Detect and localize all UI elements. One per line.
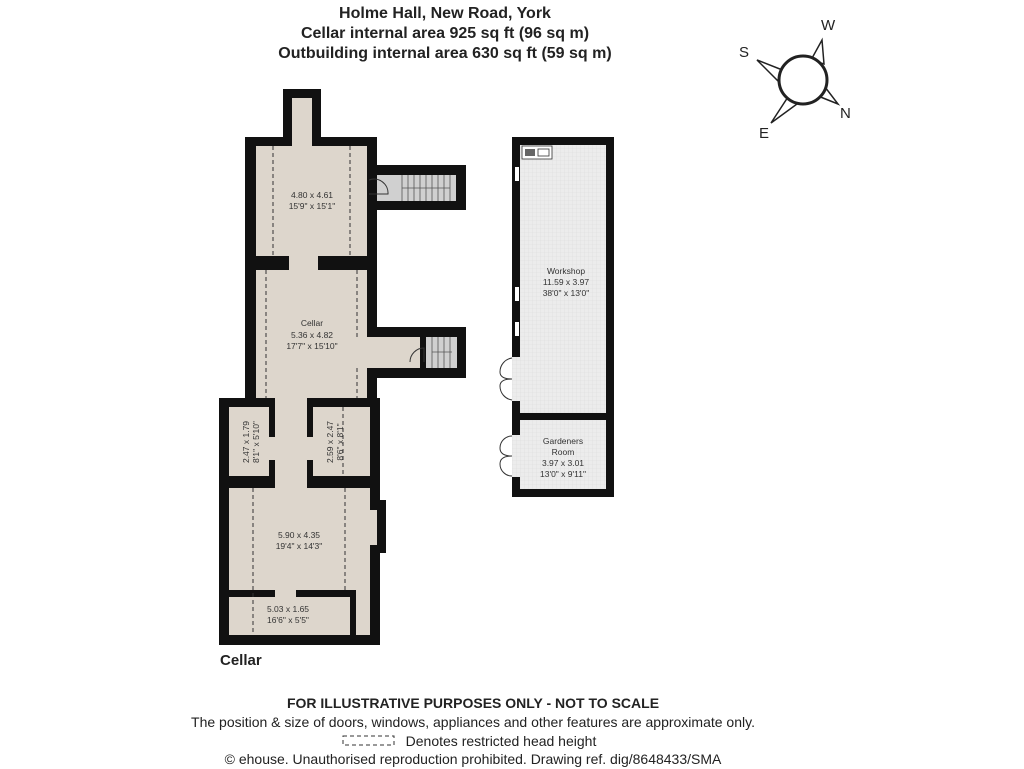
compass-icon (739, 17, 851, 142)
room-small-left-metric: 2.47 x 1.79 (241, 420, 251, 464)
compass-s: S (739, 44, 750, 61)
cellar-area: Cellar internal area 925 sq ft (96 sq m) (300, 25, 590, 42)
room-gardeners-name: Gardeners (542, 436, 584, 446)
room-workshop-metric: 11.59 x 3.97 (542, 277, 590, 287)
legend-text: Denotes restricted head height (405, 733, 597, 749)
window (515, 167, 519, 181)
room-bottom-metric: 5.03 x 1.65 (266, 604, 310, 614)
double-door (500, 358, 512, 400)
room-bottom-imperial: 16'6" x 5'5" (267, 615, 309, 625)
room-cellar-name: Cellar (300, 318, 324, 328)
room-workshop-name: Workshop (546, 266, 586, 276)
compass-n: N (840, 105, 851, 122)
room-lower-metric: 5.90 x 4.35 (277, 530, 321, 540)
approximation-note: The position & size of doors, windows, appliances and other features are approximate only. (191, 714, 755, 730)
window (515, 322, 519, 336)
stairs-upper (369, 175, 456, 201)
room-cellar-metric: 5.36 x 4.82 (290, 330, 334, 340)
disclaimer: FOR ILLUSTRATIVE PURPOSES ONLY - NOT TO SCALE (286, 695, 660, 711)
room-upper-imperial: 15'9" x 15'1" (288, 201, 336, 211)
sink-icon (522, 146, 552, 159)
property-title: Holme Hall, New Road, York (339, 5, 551, 22)
outbuilding-area: Outbuilding internal area 630 sq ft (59 sq m) (278, 45, 612, 62)
room-gardeners-imperial: 13'0" x 9'11" (540, 469, 586, 479)
room-small-right-metric: 2.59 x 2.47 (325, 420, 335, 464)
room-gardeners-name2: Room (551, 447, 575, 457)
room-upper-metric: 4.80 x 4.61 (290, 190, 334, 200)
room-cellar-imperial: 17'7" x 15'10" (286, 341, 338, 351)
compass-e: E (759, 125, 770, 142)
room-workshop-imperial: 38'0" x 13'0" (542, 288, 590, 298)
floor-label: Cellar (220, 652, 262, 669)
room-lower-imperial: 19'4" x 14'3" (275, 541, 323, 551)
double-door (500, 436, 512, 476)
compass-w: W (821, 17, 836, 34)
room-small-right-imperial: 8'6" x 8'1" (335, 423, 345, 461)
room-gardeners-metric: 3.97 x 3.01 (541, 458, 585, 468)
copyright: © ehouse. Unauthorised reproduction prohibited. Drawing ref. dig/8648433/SMA (224, 751, 722, 767)
window (515, 287, 519, 301)
room-small-left-imperial: 8'1" x 5'10" (251, 421, 261, 463)
